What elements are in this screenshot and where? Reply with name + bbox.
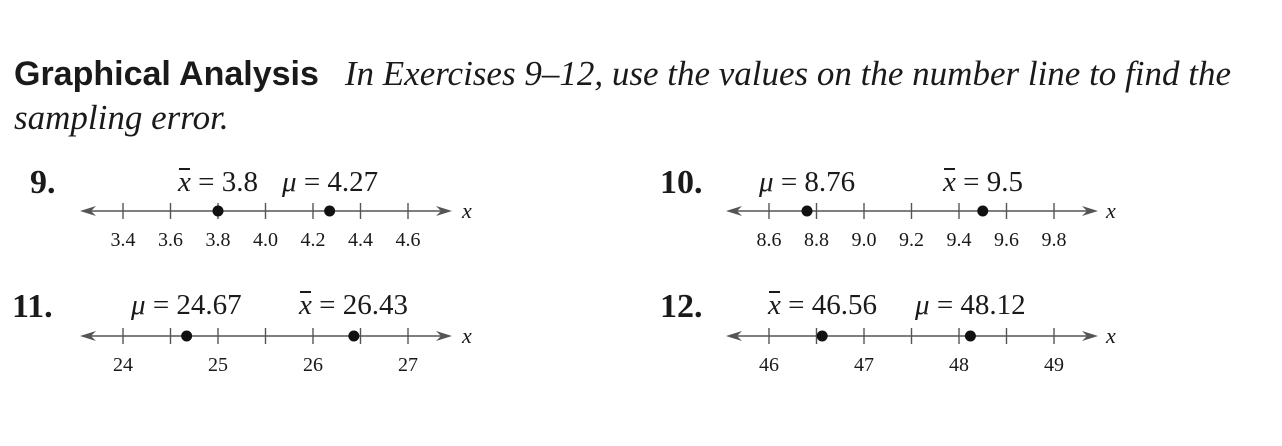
population-mean-label: μ = 4.27 — [282, 166, 379, 198]
axis-variable-label: x — [462, 323, 472, 348]
tick-label: 4.6 — [395, 229, 421, 251]
tick-label: 3.8 — [205, 229, 231, 251]
sample-mean-label: x = 9.5 — [943, 166, 1023, 198]
sample-mean-label: x = 3.8 — [178, 166, 258, 198]
sample-mean-label: x = 26.43 — [299, 289, 408, 321]
tick-label: 9.2 — [899, 229, 924, 251]
sample-mean-point — [213, 206, 224, 217]
tick-label: 9.8 — [1041, 229, 1067, 251]
axis-variable-label: x — [462, 198, 472, 223]
tick-label: 8.6 — [756, 229, 782, 251]
population-mean-point — [802, 206, 813, 217]
population-mean-point — [965, 331, 976, 342]
tick-label: 24 — [113, 354, 133, 376]
axis-variable-label: x — [1106, 198, 1116, 223]
sample-mean-label: x = 46.56 — [768, 289, 877, 321]
tick-label: 48 — [949, 354, 969, 376]
tick-label: 46 — [759, 354, 779, 376]
population-mean-label: μ = 8.76 — [759, 166, 856, 198]
sample-mean-point — [977, 206, 988, 217]
tick-label: 27 — [398, 354, 418, 376]
sample-mean-point — [817, 331, 828, 342]
tick-label: 8.8 — [804, 229, 829, 251]
tick-label: 4.0 — [253, 229, 278, 251]
tick-label: 4.2 — [300, 229, 326, 251]
tick-label: 26 — [303, 354, 323, 376]
tick-label: 3.4 — [110, 229, 136, 251]
tick-label: 4.4 — [348, 229, 373, 251]
population-mean-label: μ = 48.12 — [915, 289, 1026, 321]
heading-instruction: In Exercises 9–12, use the values on the number line to find the sampling error. — [14, 54, 1232, 137]
tick-label: 3.6 — [158, 229, 183, 251]
exercise-number: 10. — [660, 164, 703, 201]
axis-variable-label: x — [1106, 323, 1116, 348]
exercise-number: 11. — [12, 288, 53, 325]
tick-label: 47 — [854, 354, 874, 376]
population-mean-label: μ = 24.67 — [131, 289, 242, 321]
tick-label: 49 — [1044, 354, 1064, 376]
population-mean-point — [324, 206, 335, 217]
population-mean-point — [181, 331, 192, 342]
exercise-number: 9. — [30, 164, 56, 201]
tick-label: 25 — [208, 354, 228, 376]
exercise-number: 12. — [660, 288, 703, 325]
heading-title: Graphical Analysis — [14, 55, 319, 93]
sample-mean-point — [348, 331, 359, 342]
tick-label: 9.4 — [946, 229, 972, 251]
tick-label: 9.6 — [994, 229, 1019, 251]
tick-label: 9.0 — [851, 229, 877, 251]
